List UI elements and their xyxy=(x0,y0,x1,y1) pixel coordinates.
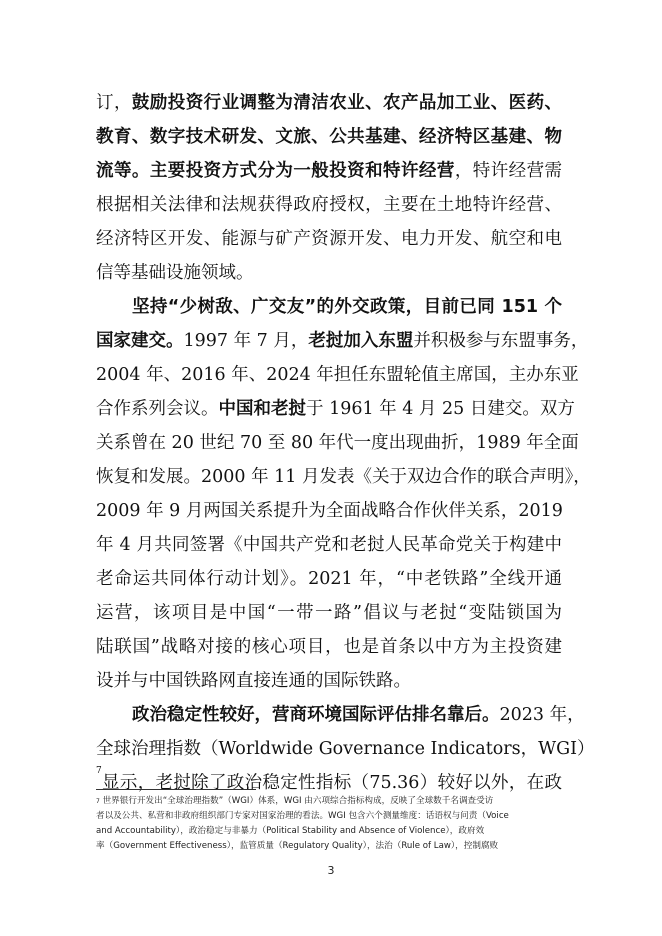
text-run: 显示，老挝除了政治稳定性指标（75.36）较好以外，在政 xyxy=(101,773,562,793)
text-run: 1997 年 7 月， xyxy=(183,331,309,351)
paragraph-line xyxy=(96,698,585,732)
footnote-text: 世界银行开发出“全球治理指数”（WGI）体系，WGI 由六项综合指标构成，反映了全球数千名调查受访 xyxy=(102,796,494,806)
paragraph-line: 2004 年、2016 年、2024 年担任东盟轮值主席国，主办东亚 xyxy=(96,365,579,385)
paragraph-line: 教育、数字技术研发、文旅、公共基建、经济特区基建、物 xyxy=(96,127,562,147)
paragraph-line xyxy=(96,392,575,426)
text-run: 订， xyxy=(96,93,132,113)
text-run: 并积极参与东盟事务， xyxy=(413,331,589,351)
footnote-mark: 7 xyxy=(96,798,100,805)
paragraph-line: 老命运共同体行动计划》。2021 年，“中老铁路”全线开通 xyxy=(96,569,562,589)
paragraph-line: 经济特区开发、能源与矿产资源开发、电力开发、航空和电 xyxy=(96,229,562,249)
footnote xyxy=(96,794,566,854)
text-run: 2023 年， xyxy=(499,705,585,725)
paragraph-line: 年 4 月共同签署《中国共产党和老挝人民革命党关于构建中 xyxy=(96,535,562,555)
paragraph-line: 2009 年 9 月两国关系提升为全面战略合作伙伴关系，2019 xyxy=(96,501,563,521)
paragraph-line: 根据相关法律和法规获得政府授权，主要在土地特许经营、 xyxy=(96,195,562,215)
paragraph-line xyxy=(96,154,562,188)
paragraph-line xyxy=(96,324,589,358)
bold-text-run: 中国和老挝 xyxy=(218,399,306,419)
bold-text-run: 鼓励投资行业调整为清洁农业、农产品加工业、医药、 xyxy=(131,93,563,113)
footnote-line: and Accountability），政治稳定与非暴力（Political Stability and Absence of Violence），政府效 xyxy=(96,826,485,836)
bold-text-run: 政治稳定性较好，营商环境国际评估排名靠后。 xyxy=(132,705,500,725)
bold-text-run: 国家建交。 xyxy=(96,331,184,351)
paragraph-line: 信等基础设施领域。 xyxy=(96,263,254,283)
footnote-line: 率（Government Effectiveness），监管质量（Regulatory Quality），法治（Rule of Law），控制腐败 xyxy=(96,841,499,851)
paragraph-line: 设并与中国铁路网直接连通的国际铁路。 xyxy=(96,671,411,691)
footnote-divider xyxy=(96,789,256,790)
text-run: ，特许经营需 xyxy=(454,161,563,181)
paragraph-line: 全球治理指数（Worldwide Governance Indicators，WGI） xyxy=(96,739,595,759)
page-number: 3 xyxy=(327,864,335,877)
footnote-reference[interactable]: 7 xyxy=(96,766,102,776)
bold-text-run: 流等。主要投资方式分为一般投资和特许经营 xyxy=(96,161,455,181)
paragraph-line: 关系曾在 20 世纪 70 至 80 年代一度出现曲折，1989 年全面 xyxy=(96,433,579,453)
paragraph-line xyxy=(96,86,562,120)
paragraph-line: 恢复和发展。2000 年 11 月发表《关于双边合作的联合声明》， xyxy=(96,467,591,487)
bold-text-run: 老挝加入东盟 xyxy=(308,331,414,351)
paragraph-line: 陆联国”战略对接的核心项目，也是首条以中方为主投资建 xyxy=(96,637,562,657)
footnote-line xyxy=(96,794,566,809)
text-run: 于 1961 年 4 月 25 日建交。双方 xyxy=(306,399,575,419)
footnote-line: 者以及公共、私营和非政府组织部门专家对国家治理的看法。WGI 包含六个测量维度：话语权与问责（Voice xyxy=(96,811,509,821)
paragraph-line: 坚持“少树敌、广交友”的外交政策，目前已同 151 个 xyxy=(132,297,562,317)
text-run: 合作系列会议。 xyxy=(96,399,219,419)
paragraph-line: 运营，该项目是中国“一带一路”倡议与老挝“变陆锁国为 xyxy=(96,603,562,623)
